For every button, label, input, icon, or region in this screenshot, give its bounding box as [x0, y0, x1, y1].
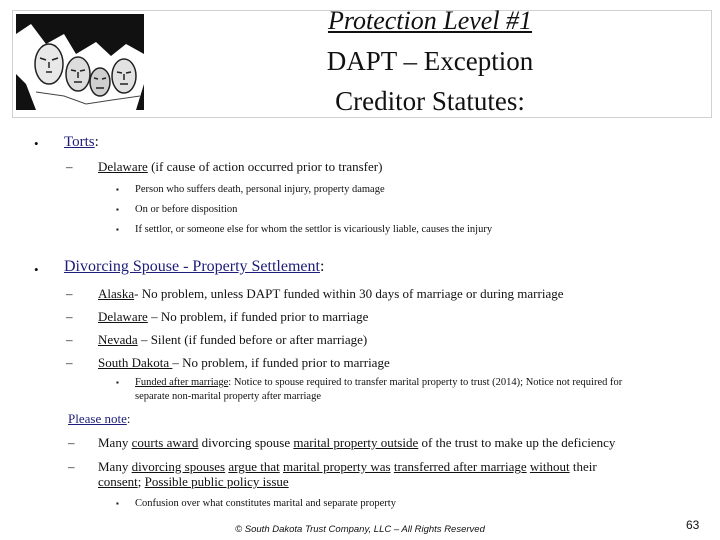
- divorce-heading-label: Divorcing Spouse - Property Settlement: [64, 258, 320, 275]
- bullet-dot: •: [34, 136, 39, 151]
- torts-heading-label: Torts: [64, 134, 95, 150]
- sd-label: South Dakota: [98, 355, 173, 370]
- slide-title-line2: DAPT – Exception: [326, 46, 534, 76]
- torts-item-1: Person who suffers death, personal injury, property damage: [135, 184, 385, 195]
- slide-title-line3: Creditor Statutes:: [335, 86, 525, 116]
- dash-marker: –: [66, 159, 73, 174]
- nevada-text: – Silent (if funded before or after marriage): [137, 332, 368, 347]
- torts-item-3: If settlor, or someone else for whom the settlor is vicariously liable, causes the injury: [135, 224, 493, 235]
- note-heading: [68, 411, 130, 427]
- note-line-2: [98, 459, 597, 475]
- note-label: Please note: [68, 411, 127, 426]
- delaware-text: – No problem, if funded prior to marriage: [147, 309, 369, 324]
- note-line-1: [98, 435, 615, 451]
- torts-delaware-text: (if cause of action occurred prior to transfer): [147, 159, 383, 174]
- note-text: divorcing spouse: [198, 435, 294, 450]
- divorce-alaska-line: [98, 286, 564, 302]
- dash-marker: –: [66, 355, 73, 370]
- page-number: 63: [686, 518, 700, 532]
- square-bullet: ▪: [116, 499, 119, 508]
- square-bullet: ▪: [116, 205, 119, 214]
- note-emph: marital property outside: [293, 435, 419, 450]
- nevada-label: Nevada: [98, 332, 138, 347]
- sd-text: – No problem, if funded prior to marriage: [172, 355, 390, 370]
- square-bullet: ▪: [116, 225, 119, 234]
- mount-rushmore-logo: [16, 14, 144, 110]
- torts-heading-suffix: :: [94, 134, 99, 150]
- dash-marker: –: [66, 332, 73, 347]
- note-emph: marital property was: [283, 459, 391, 474]
- alaska-label: Alaska: [98, 286, 135, 301]
- torts-delaware-label: Delaware: [98, 159, 148, 174]
- note-sub-item: Confusion over what constitutes marital and separate property: [135, 498, 396, 509]
- note-text: of the trust to make up the deficiency: [418, 435, 616, 450]
- dash-marker: –: [66, 286, 73, 301]
- divorce-sd-line: [98, 355, 390, 371]
- divorce-heading: [64, 258, 324, 276]
- note-text: their: [569, 459, 597, 474]
- sd-sub-label: Funded after marriage: [135, 377, 229, 388]
- delaware-label: Delaware: [98, 309, 148, 324]
- divorce-delaware-line: [98, 309, 368, 325]
- divorce-nevada-line: [98, 332, 367, 348]
- dash-marker: –: [68, 435, 75, 450]
- note-emph: divorcing spouses: [131, 459, 226, 474]
- alaska-text: - No problem, unless DAPT funded within 30 days of marriage or during marriage: [134, 286, 564, 301]
- note-emph: consent: [98, 474, 138, 489]
- torts-heading: [64, 134, 99, 151]
- note-line-3: [98, 474, 289, 490]
- note-emph: transferred after marriage: [393, 459, 527, 474]
- footer-copyright: © South Dakota Trust Company, LLC – All Rights Reserved: [235, 524, 485, 535]
- note-emph: courts award: [131, 435, 199, 450]
- note-emph: without: [529, 459, 570, 474]
- slide-title-line1: Protection Level #1: [327, 6, 533, 35]
- sd-sub-line2: separate non-marital property after marriage: [135, 391, 321, 402]
- dash-marker: –: [68, 459, 75, 474]
- sd-sub-line1: [135, 377, 705, 388]
- note-text: ;: [137, 474, 145, 489]
- square-bullet: ▪: [116, 185, 119, 194]
- note-suffix: :: [126, 411, 131, 426]
- dash-marker: –: [66, 309, 73, 324]
- sd-sub-text1: : Notice to spouse required to transfer marital property to trust (2014); Notice not required for: [228, 377, 623, 388]
- note-text: Many: [98, 435, 132, 450]
- torts-item-2: On or before disposition: [135, 204, 238, 215]
- square-bullet: ▪: [116, 378, 119, 387]
- note-emph: argue that: [228, 459, 280, 474]
- note-text: Many: [98, 459, 132, 474]
- note-emph: Possible public policy issue: [144, 474, 289, 489]
- bullet-dot: •: [34, 262, 39, 277]
- torts-delaware-line: [98, 159, 382, 175]
- divorce-heading-suffix: :: [319, 258, 325, 275]
